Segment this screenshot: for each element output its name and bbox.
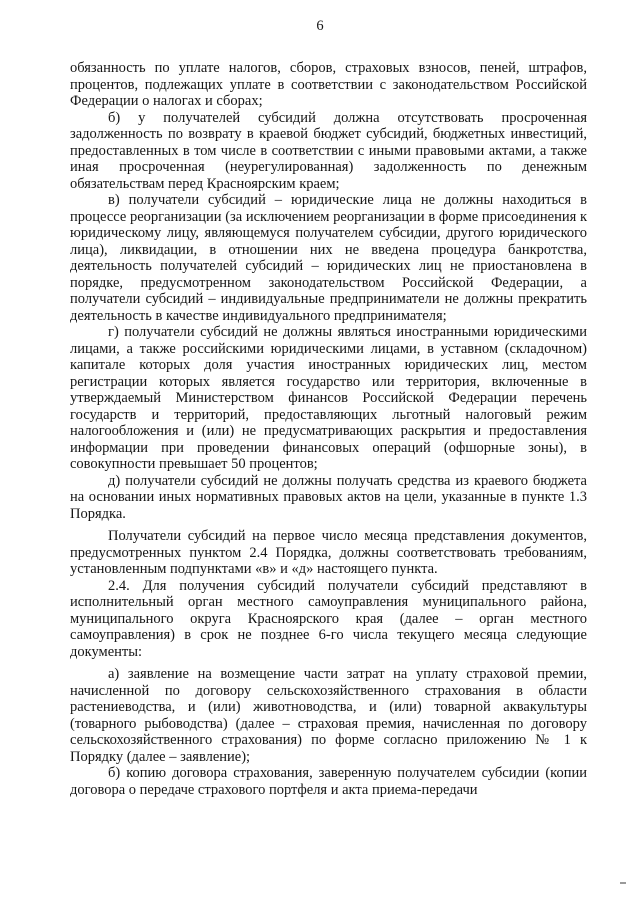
paragraph-item-b: б) у получателей субсидий должна отсутствовать просроченная задолженность по возврату в краевой бюджет субсидий, бюджетных инвестиций, предоставленных в том числе в соответствии с иными правовыми актами, а также иная просроченная (неурегулированная) задолженность по денежным обязательствам перед Красноярским краем; [70,109,587,192]
paragraph-section-2-4: 2.4. Для получения субсидий получатели субсидий представляют в исполнительный орган местного самоуправления муниципального района, муниципального округа Красноярского края (далее – орган местного самоуправления) в срок не позднее 6-го числа текущего месяца следующие документы: [70,577,587,660]
paragraph-tax-obligation-continuation: обязанность по уплате налогов, сборов, страховых взносов, пеней, штрафов, процентов, подлежащих уплате в соответствии с законодательством Российской Федерации о налогах и сборах; [70,60,587,109]
paragraph-item-d: д) получатели субсидий не должны получать средства из краевого бюджета на основании иных нормативных правовых актов на цели, указанные в пункте 1.3 Порядка. [70,472,587,522]
scan-edge-mark [620,882,626,884]
paragraph-recipients-requirements: Получатели субсидий на первое число месяца представления документов, предусмотренных пунктом 2.4 Порядка, должны соответствовать требованиям, установленным подпунктами «в» и «д» настоящего пункта. [70,528,587,577]
paragraph-item-v: в) получатели субсидий – юридические лица не должны находиться в процессе реорганизации (за исключением реорганизации в форме присоединения к юридическому лицу, являющемуся получателем субсидии, другого юридического лица), ликвидации, в отношении них не введена процедура банкротства, деятельность получателей субсидий – юридических лиц не приостановлена в порядке, предусмотренном законодательством Российской Федерации, а получатели субсидий – индивидуальные предприниматели не должны прекратить деятельность в качестве индивидуального предпринимателя; [70,192,587,324]
paragraph-item-b-insurance-contract: б) копию договора страхования, заверенную получателем субсидии (копии договора о передаче страхового портфеля и акта приема-передачи [70,765,587,798]
paragraph-item-a-application: а) заявление на возмещение части затрат на уплату страховой премии, начисленной по договору сельскохозяйственного страхования в области растениеводства, и (или) животноводства, и (или) товарной аквакультуры (товарного рыбоводства) (далее – страховая премия, начисленная по договору сельскохозяйственного страхования) по форме согласно приложению № 1 к Порядку (далее – заявление); [70,666,587,765]
paragraph-item-g: г) получатели субсидий не должны являться иностранными юридическими лицами, а также российскими юридическими лицами, в уставном (складочном) капитале которых доля участия иностранных юридических лиц, местом регистрации которых является государство или территория, включенные в утверждаемый Министерством финансов Российской Федерации перечень государств и территорий, предоставляющих льготный налоговый режим налогообложения и (или) не предусматривающих раскрытия и предоставления информации при проведении финансовых операций (офшорные зоны), в совокупности превышает 50 процентов; [70,324,587,472]
page-number: 6 [316,18,324,34]
document-body [70,60,587,798]
